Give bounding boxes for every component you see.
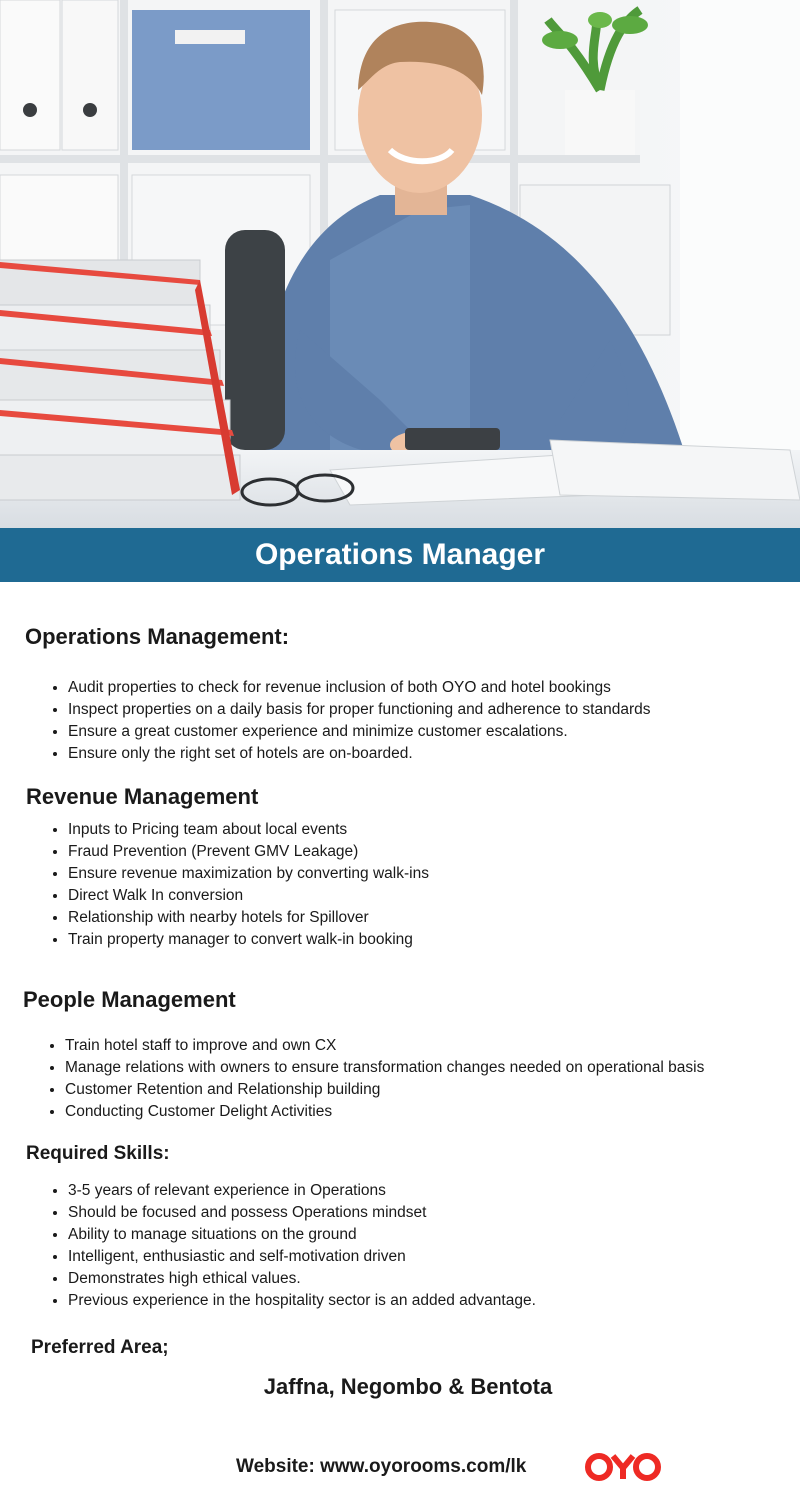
list-item: • Ensure only the right set of hotels are on-boarded. xyxy=(68,743,650,765)
revenue-management-heading: Revenue Management xyxy=(26,784,259,809)
list-item: • Intelligent, enthusiastic and self-motivation driven xyxy=(68,1246,536,1268)
list-item: • Direct Walk In conversion xyxy=(68,885,429,907)
required-skills-list xyxy=(48,1180,536,1312)
preferred-area-locations: Jaffna, Negombo & Bentota xyxy=(263,1374,553,1399)
job-title-banner xyxy=(0,528,800,582)
operations-management-heading: Operations Management: xyxy=(25,624,290,649)
list-item: • Train hotel staff to improve and own CX xyxy=(65,1035,704,1057)
revenue-management-list xyxy=(48,819,429,951)
list-item: • Conducting Customer Delight Activities xyxy=(65,1101,704,1123)
list-item: • Manage relations with owners to ensure transformation changes needed on operational basis xyxy=(65,1057,704,1079)
people-management-list xyxy=(45,1035,704,1123)
list-item: • Ensure revenue maximization by converting walk-ins xyxy=(68,863,429,885)
list-item: • Train property manager to convert walk-in booking xyxy=(68,929,429,951)
list-item: • Relationship with nearby hotels for Spillover xyxy=(68,907,429,929)
website-link[interactable]: Website: www.oyorooms.com/lk xyxy=(236,1456,527,1477)
preferred-area-label: Preferred Area; xyxy=(31,1337,169,1358)
oyo-logo xyxy=(585,1452,661,1482)
list-item: • Inspect properties on a daily basis for proper functioning and adherence to standards xyxy=(68,699,650,721)
list-item: • Should be focused and possess Operations mindset xyxy=(68,1202,536,1224)
list-item: • Audit properties to check for revenue inclusion of both OYO and hotel bookings xyxy=(68,677,650,699)
list-item: • Ensure a great customer experience and minimize customer escalations. xyxy=(68,721,650,743)
office-man-illustration xyxy=(0,0,800,528)
hero-photo xyxy=(0,0,800,528)
list-item: • Inputs to Pricing team about local events xyxy=(68,819,429,841)
list-item: • Demonstrates high ethical values. xyxy=(68,1268,536,1290)
list-item: • Fraud Prevention (Prevent GMV Leakage) xyxy=(68,841,429,863)
operations-management-list xyxy=(48,677,650,765)
job-title: Operations Manager xyxy=(254,538,546,571)
people-management-heading: People Management xyxy=(23,987,236,1012)
list-item: • 3-5 years of relevant experience in Operations xyxy=(68,1180,536,1202)
list-item: • Ability to manage situations on the ground xyxy=(68,1224,536,1246)
list-item: • Customer Retention and Relationship building xyxy=(65,1079,704,1101)
oyo-logo-icon xyxy=(585,1452,661,1482)
list-item: • Previous experience in the hospitality sector is an added advantage. xyxy=(68,1290,536,1312)
required-skills-heading: Required Skills: xyxy=(26,1143,170,1164)
